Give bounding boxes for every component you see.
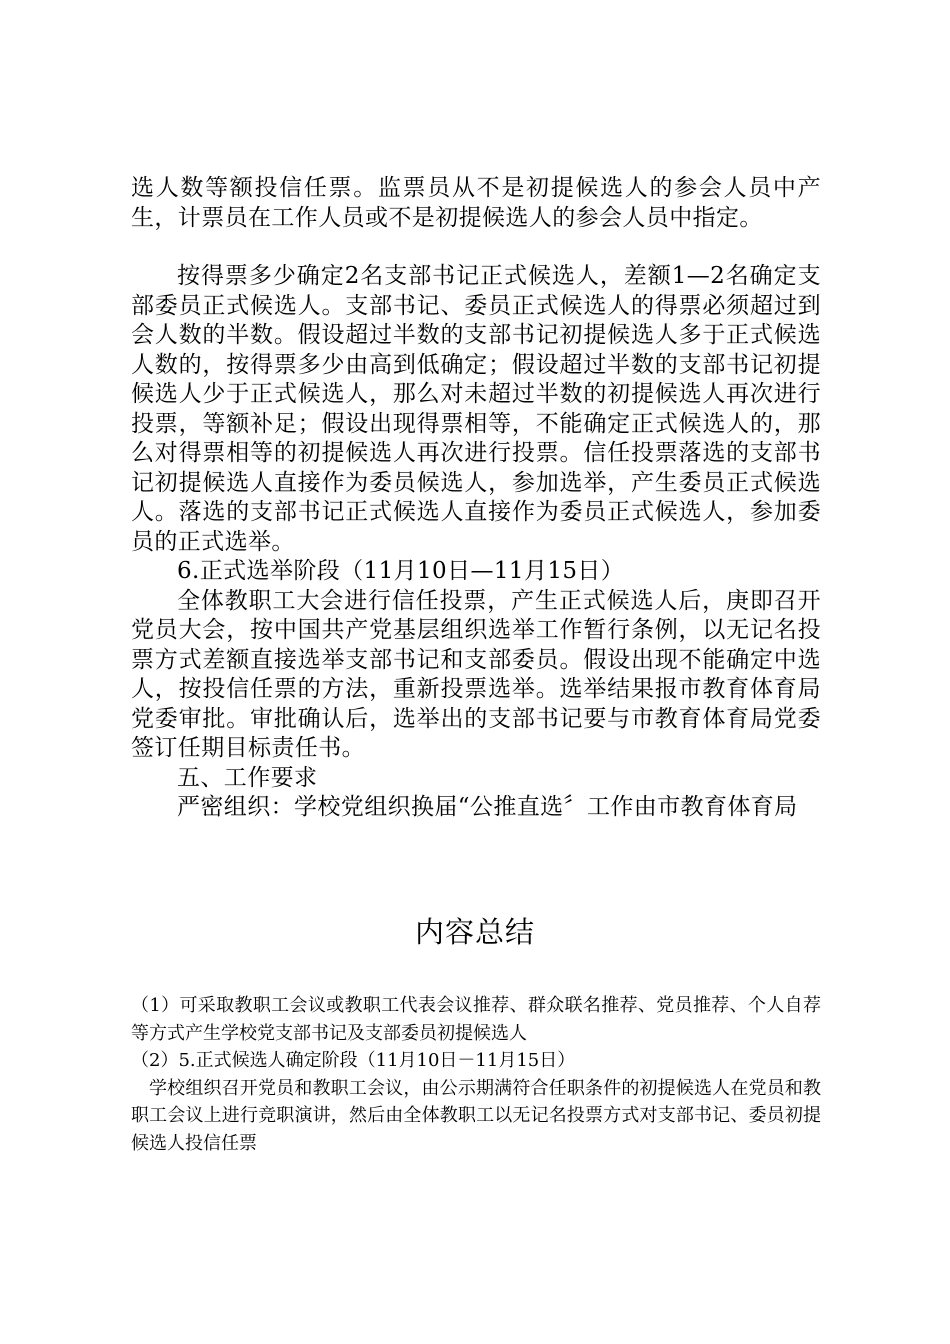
section-heading-formal-election: 6.正式选举阶段（11月10日—11月15日）: [177, 558, 625, 584]
summary-item: （1）可采取教职工会议或教职工代表会议推荐、群众联名推荐、党员推荐、个人自荐等方式产生学校党支部书记及支部委员初提候选人: [131, 995, 821, 1044]
section-heading-work-requirements: 五、工作要求: [177, 764, 318, 791]
summary-item: 学校组织召开党员和教职工会议，由公示期满符合任职条件的初提候选人在党员和教职工会议上进行竞职演讲，然后由全体教职工以无记名投票方式对支部书记、委员初提候选人投信任票: [131, 1077, 821, 1154]
summary-item: （2）5.正式候选人确定阶段（11月10日－11月15日）: [131, 1050, 576, 1071]
document-body: [131, 174, 821, 823]
paragraph-strict-organization: 严密组织：学校党组织换届“公推直选〞工作由市教育体育局: [177, 794, 798, 820]
summary-section: [131, 992, 821, 1157]
paragraph-continuation: 选人数等额投信任票。监票员从不是初提候选人的参会人员中产生，计票员在工作人员或不是初提候选人的参会人员中指定。: [131, 175, 821, 231]
paragraph-formal-election: 全体教职工大会进行信任投票，产生正式候选人后，庚即召开党员大会，按中国共产党基层组织选举工作暂行条例，以无记名投票方式差额直接选举支部书记和支部委员。假设出现不能确定中选人，按投信任票的方法，重新投票选举。选举结果报市教育体育局党委审批。审批确认后，选举出的支部书记要与市教育体育局党委签订任期目标责任书。: [131, 587, 821, 761]
paragraph-candidate-confirmation: 按得票多少确定2名支部书记正式候选人，差额1—2名确定支部委员正式候选人。支部书记、委员正式候选人的得票必须超过到会人数的半数。假设超过半数的支部书记初提候选人多于正式候选人数的，按得票多少由高到低确定；假设超过半数的支部书记初提候选人少于正式候选人，那么对未超过半数的初提候选人再次进行投票，等额补足；假设出现得票相等，不能确定正式候选人的，那么对得票相等的初提候选人再次进行投票。信任投票落选的支部书记初提候选人直接作为委员候选人，参加选举，产生委员正式候选人。落选的支部书记正式候选人直接作为委员正式候选人，参加委员的正式选举。: [131, 263, 821, 555]
summary-title: 内容总结: [414, 915, 535, 949]
